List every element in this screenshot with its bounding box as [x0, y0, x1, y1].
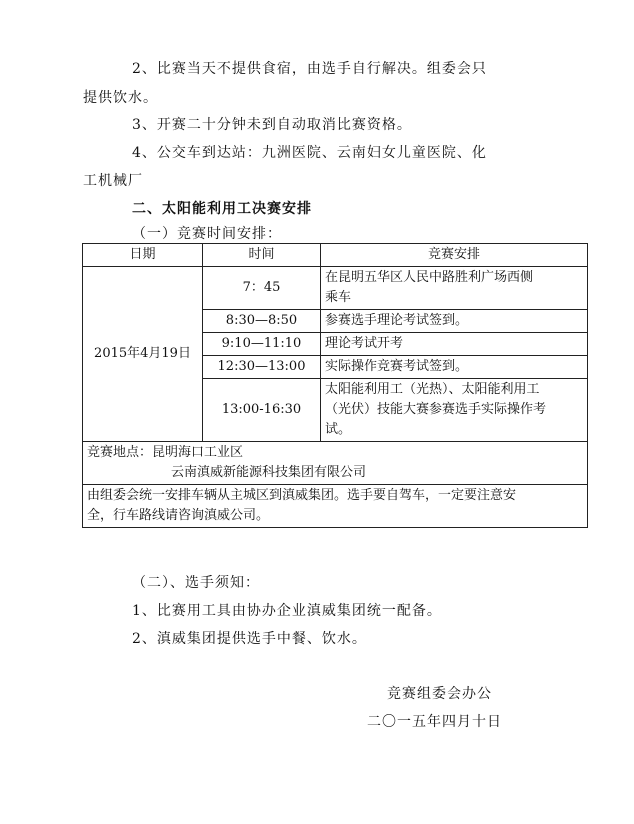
paragraph-meals: 2、比赛当天不提供食宿，由选手自行解决。组委会只	[132, 61, 487, 77]
time-cell: 7：45	[203, 267, 321, 310]
time-cell: 12:30—13:00	[203, 356, 321, 379]
paragraph-meals-cont: 提供饮水。	[83, 90, 158, 106]
header-time: 时间	[203, 244, 321, 267]
notice-item: 1、比赛用工具由协办企业滇威集团统一配备。	[132, 603, 442, 619]
venue-company: 云南滇威新能源科技集团有限公司	[171, 465, 367, 480]
subsection-notice-title: （二）、选手须知：	[132, 575, 260, 591]
header-date: 日期	[83, 244, 203, 267]
time-cell: 13:00-16:30	[203, 379, 321, 442]
activity-cell: 在昆明五华区人民中路胜利广场西侧 乘车	[321, 267, 588, 310]
subsection-schedule-title: （一）竞赛时间安排：	[132, 226, 282, 242]
activity-cell: 参赛选手理论考试签到。	[321, 310, 588, 333]
table-header-row	[83, 244, 588, 267]
schedule-table	[82, 243, 588, 528]
transport-note-cell: 由组委会统一安排车辆从主城区到滇威集团。选手要自驾车，一定要注意安 全，行车路线请咨询滇威公司。	[83, 485, 588, 528]
venue-label: 竞赛地点：昆明海口工业区	[87, 445, 244, 460]
date-cell: 2015年4月19日	[83, 267, 203, 442]
table-row	[83, 267, 588, 310]
venue-row	[83, 442, 588, 485]
header-activity: 竞赛安排	[321, 244, 588, 267]
transport-row	[83, 485, 588, 528]
paragraph-late-rule: 3、开赛二十分钟未到自动取消比赛资格。	[132, 117, 412, 133]
activity-cell: 理论考试开考	[321, 333, 588, 356]
signature-date: 二〇一五年四月十日	[367, 714, 502, 730]
activity-cell: 太阳能利用工（光热）、太阳能利用工 （光伏）技能大赛参赛选手实际操作考 试。	[321, 379, 588, 442]
time-cell: 8:30—8:50	[203, 310, 321, 333]
paragraph-bus-stops-cont: 工机械厂	[83, 173, 143, 189]
paragraph-bus-stops: 4、公交车到达站：九洲医院、云南妇女儿童医院、化	[132, 145, 487, 161]
signature-org: 竞赛组委会办公	[387, 686, 492, 702]
venue-cell	[83, 442, 588, 485]
time-cell: 9:10—11:10	[203, 333, 321, 356]
notice-item: 2、滇威集团提供选手中餐、饮水。	[132, 631, 367, 647]
activity-cell: 实际操作竞赛考试签到。	[321, 356, 588, 379]
section-title: 二、太阳能利用工决赛安排	[132, 201, 312, 217]
